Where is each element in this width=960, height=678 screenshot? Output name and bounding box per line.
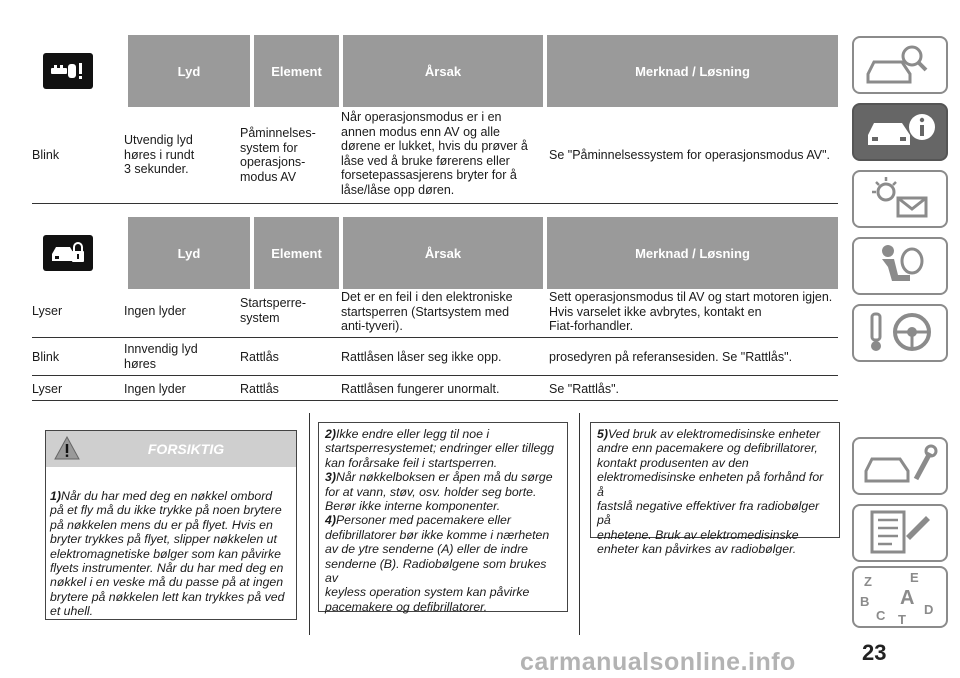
tab-car-search[interactable]	[852, 36, 948, 94]
key-warning-icon	[43, 53, 93, 89]
checklist-icon	[854, 506, 946, 560]
tab-airbag[interactable]	[852, 237, 948, 295]
table2-row3-element: Ingen lyder	[124, 382, 186, 396]
steering-wheel-icon	[854, 306, 946, 360]
notes-box-middle	[318, 422, 568, 612]
car-info-icon	[854, 105, 946, 159]
watermark: carmanualsonline.info	[520, 648, 796, 676]
airbag-person-icon	[854, 239, 946, 293]
table2-row1-element: Ingen lyder	[124, 304, 186, 318]
table2-bottom-rule	[32, 400, 838, 401]
index-letter-a: A	[900, 587, 915, 609]
table2-header	[10, 217, 838, 289]
note-2: 2)Ikke endre eller legg til noe i startsperresystemet; endringer eller tillegg kan forårsake feil i startsperren.	[325, 427, 554, 470]
tab-car-wrench[interactable]	[852, 437, 948, 495]
index-letter-z: Z	[864, 574, 872, 589]
table2-rule-1	[32, 337, 838, 338]
tab-warning-lights[interactable]	[852, 170, 948, 228]
tab-car-info[interactable]	[852, 103, 948, 161]
index-letter-t: T	[898, 612, 906, 626]
table1-row	[32, 110, 838, 200]
table1-icon-cell	[10, 35, 126, 107]
car-wrench-icon	[854, 439, 946, 493]
index-letter-b: B	[860, 594, 870, 609]
warning-title: FORSIKTIG	[147, 441, 225, 457]
table1-header	[10, 35, 838, 107]
car-search-icon	[854, 38, 946, 92]
table2-row1-type: Startsperre- system	[240, 296, 306, 325]
note-5: 5)Ved bruk av elektromedisinske enheter andre enn pacemakere og defibrillatorer, kontakt produsenten av den elektromedisinske enheten på forhånd for å fastslå negative effektiver fra radiobølger på enhetene. Bruk av elektromedisinske enheter kan påvirkes av radiobølger.	[597, 427, 824, 557]
table2-header-arsak: Årsak	[343, 217, 543, 289]
table2-row2-lyd: Blink	[32, 350, 60, 364]
index-letters-icon	[854, 568, 946, 626]
table1-row-element: Utvendig lyd høres i rundt 3 sekunder.	[124, 133, 195, 177]
table2-row3-type: Rattlås	[240, 382, 279, 396]
table1-row-arsak: Når operasjonsmodus er i en annen modus enn AV og alle dørene er lukket, hvis du prøver å låse ved å bruke førerens eller forsetepassasjerens bryter for å låse/låse opp døren.	[341, 110, 528, 197]
warning-header	[46, 431, 296, 467]
table2-row-3	[32, 382, 838, 398]
tab-steering[interactable]	[852, 304, 948, 362]
table1-row-merknad: Se "Påminnelsessystem for operasjonsmodus AV".	[549, 147, 830, 162]
tab-checklist[interactable]	[852, 504, 948, 562]
table2-rule-2	[32, 375, 838, 376]
table1-header-lyd: Lyd	[128, 35, 250, 107]
warning-lights-icon	[854, 172, 946, 226]
page-number: 23	[862, 640, 887, 665]
table2-row3-merknad: Se "Rattlås".	[549, 382, 620, 396]
table1-row-type: Påminnelses- system for operasjons- modus AV	[240, 126, 316, 184]
table2-row2-arsak: Rattlåsen låser seg ikke opp.	[341, 350, 502, 364]
index-letter-d: D	[924, 602, 934, 617]
table1-header-merknad: Merknad / Løsning	[547, 35, 838, 107]
table2-header-merknad: Merknad / Løsning	[547, 217, 838, 289]
table1-header-element: Element	[254, 35, 339, 107]
warning-box	[45, 430, 297, 620]
car-lock-icon	[43, 235, 93, 271]
table2-row-2	[32, 342, 838, 372]
index-letter-e: E	[910, 570, 919, 585]
table2-row2-element: Innvendig lyd høres	[124, 342, 198, 371]
tab-index[interactable]	[852, 566, 948, 628]
table2-row3-arsak: Rattlåsen fungerer unormalt.	[341, 382, 500, 396]
note-4: 4)Personer med pacemakere eller defibrillatorer bør ikke komme i nærheten av de ytre senderne (A) eller de indre senderne (B). Radiobølgene som brukes av keyless operation system kan påvirke pacemakere og defibrillatorer.	[325, 513, 550, 614]
table2-icon-cell	[10, 217, 126, 289]
table2-header-element: Element	[254, 217, 339, 289]
index-letter-c: C	[876, 608, 886, 623]
table2-row2-merknad: prosedyren på referansesiden. Se "Rattlås".	[549, 350, 793, 364]
table1-header-arsak: Årsak	[343, 35, 543, 107]
table2-header-lyd: Lyd	[128, 217, 250, 289]
column-divider-1	[309, 413, 310, 635]
table1-row-lyd: Blink	[32, 147, 60, 162]
table2-row1-merknad: Sett operasjonsmodus til AV og start motoren igjen. Hvis varselet ikke avbrytes, kontakt en Fiat-forhandler.	[549, 290, 833, 333]
notes-box-right	[590, 422, 840, 557]
table2-row1-arsak: Det er en feil i den elektroniske startsperren (Startsystem med anti-tyveri).	[341, 290, 513, 333]
note-3: 3)Når nøkkelboksen er åpen må du sørge for at vann, støv, osv. holder seg borte. Berør ikke interne komponenter.	[325, 470, 553, 514]
table2-row-1	[32, 290, 838, 334]
table2-row3-lyd: Lyser	[32, 382, 63, 396]
warning-text: 1)Når du har med deg en nøkkel ombord på et fly må du ikke trykke på noen brytere på nøkkelen mens du er på flyet. Hvis en bryter trykkes på flyet, slipper nøkkelen ut elektromagnetiske bølger som kan påvirke flyets instrumenter. Når du har med deg en nøkkel i en veske må du passe på at ingen brytere på nøkkelen lett kan trykkes på ved et uhell.	[50, 489, 285, 619]
column-divider-2	[579, 413, 580, 635]
table2-row2-type: Rattlås	[240, 350, 279, 364]
table1-bottom-rule	[32, 203, 838, 204]
table2-row1-lyd: Lyser	[32, 304, 63, 318]
